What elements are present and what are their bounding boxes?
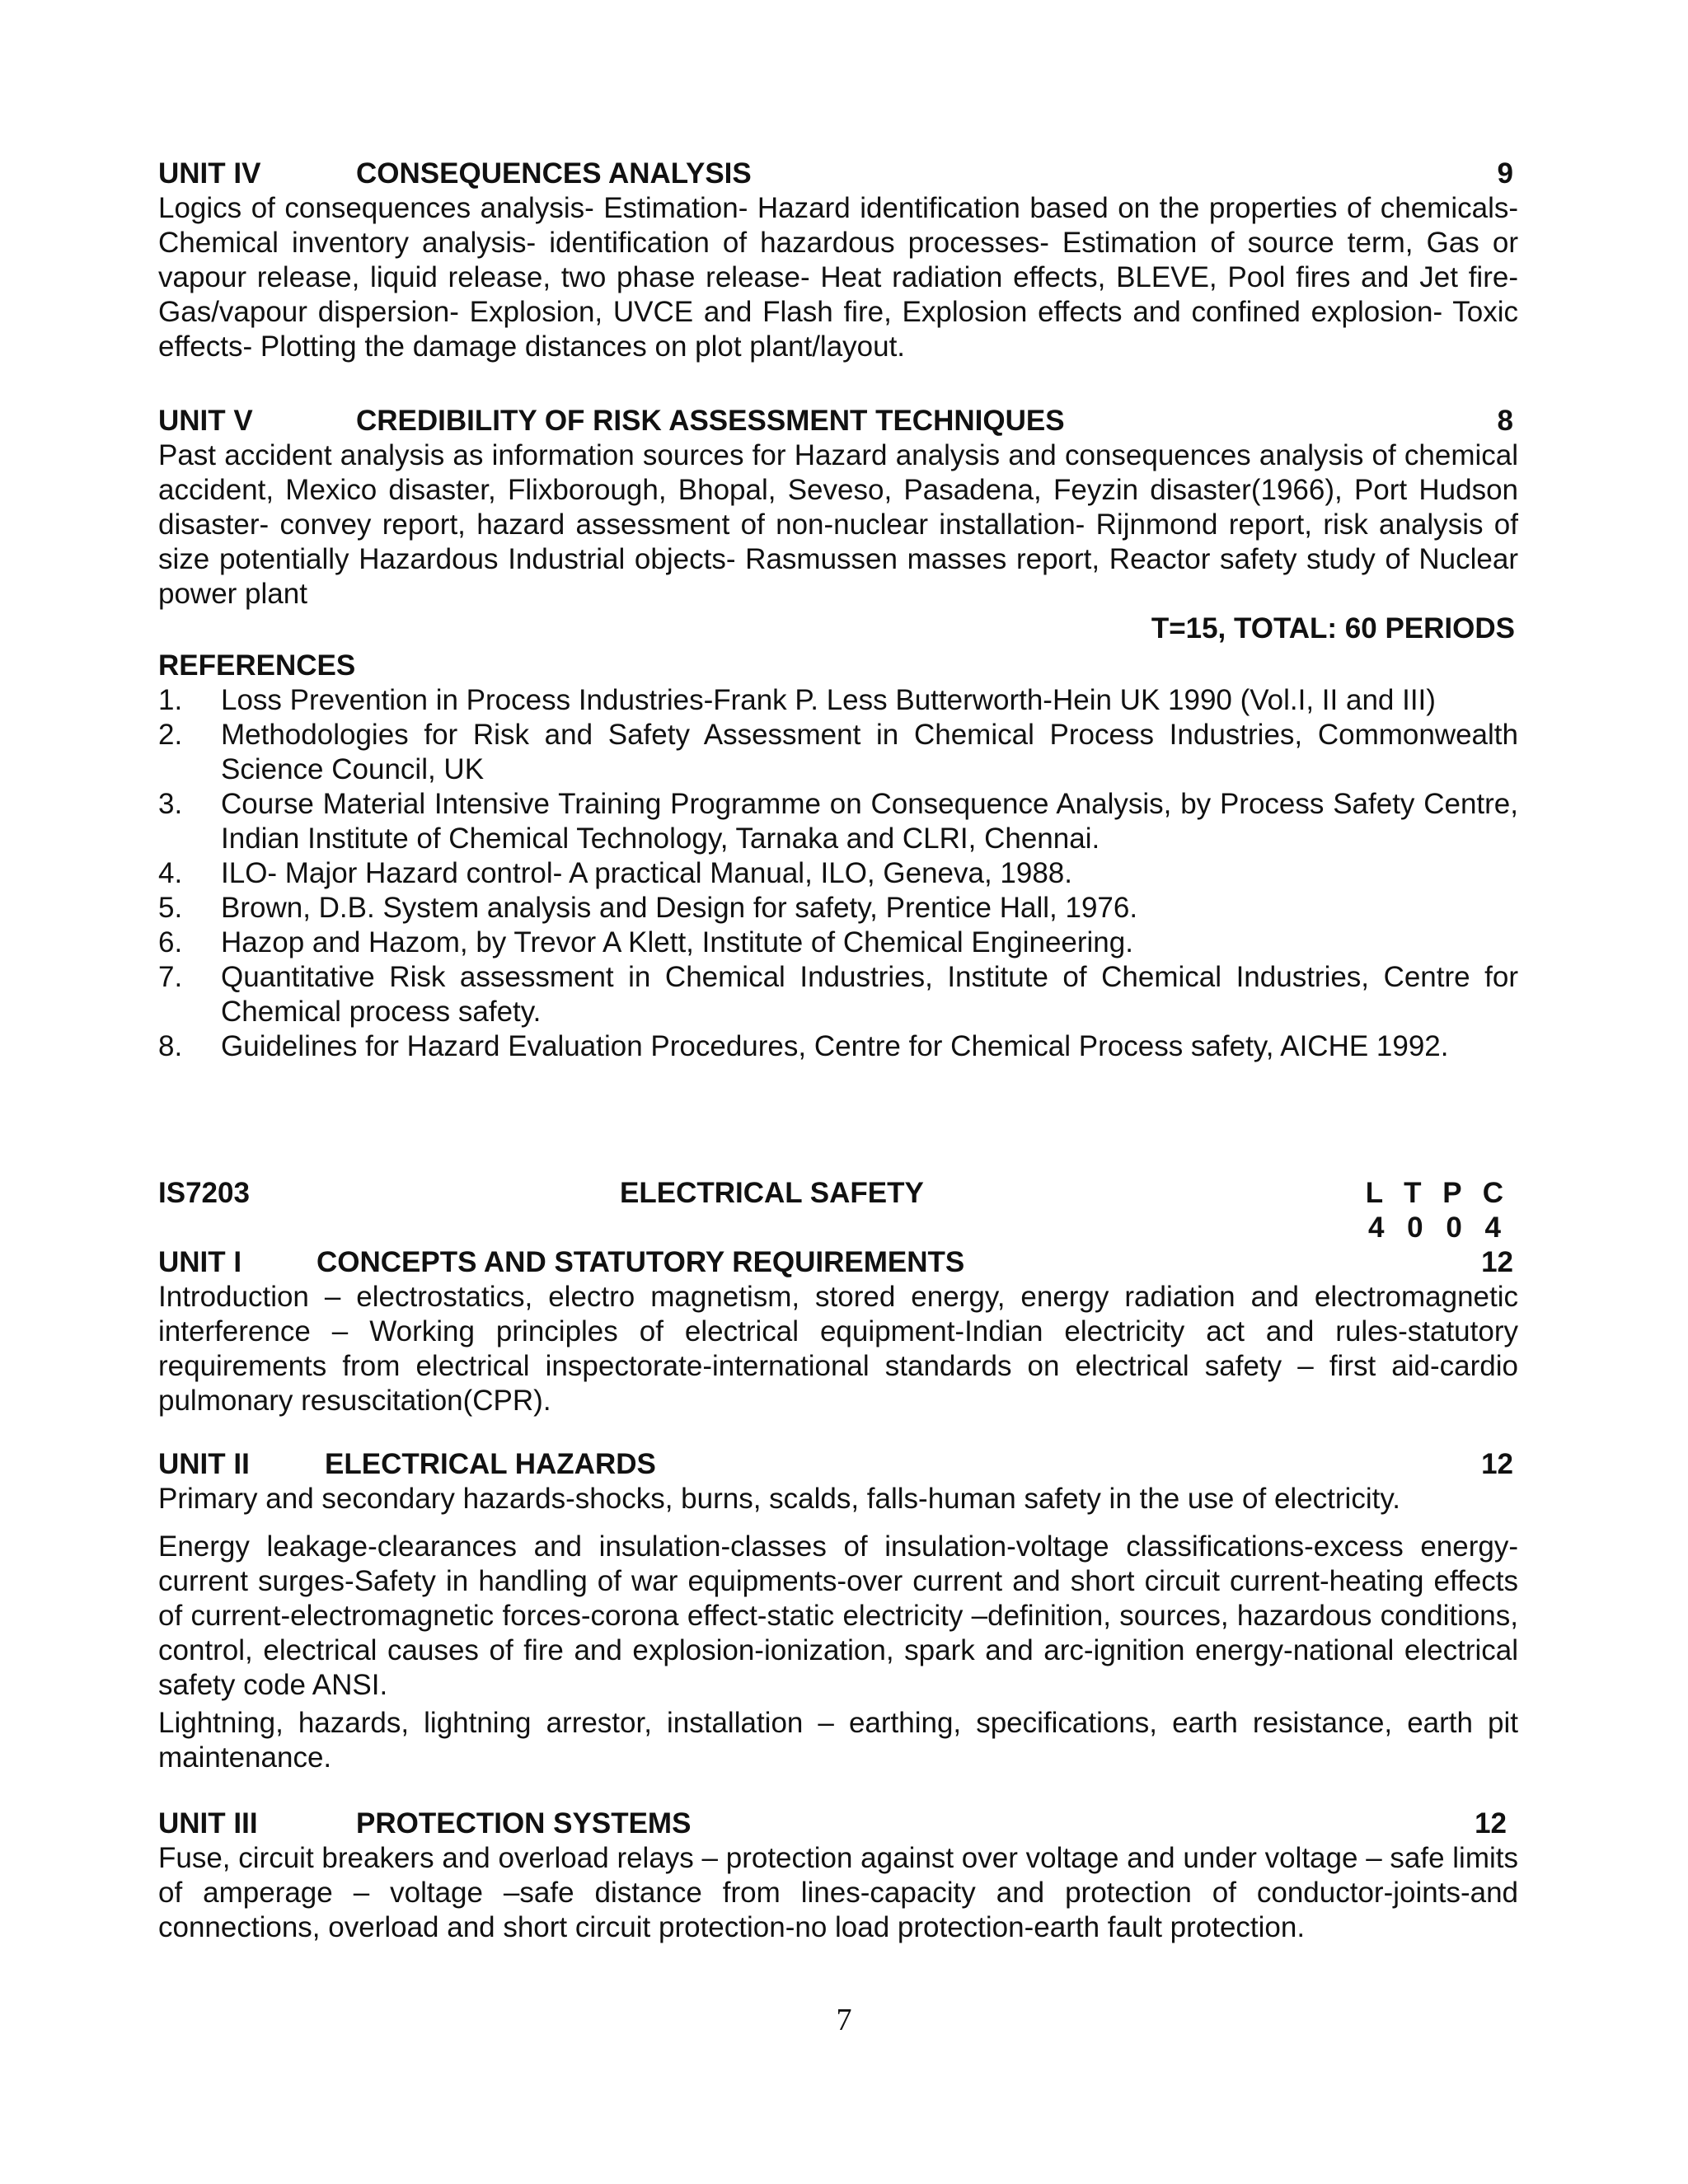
unit-i-body: Introduction – electrostatics, electro magnetism, stored energy, energy radiation and electromagnetic interference – Working principles of electrical equipment-Indian electricity act and rules-statutory requirements from electrical inspectorate-international standards on electrical safety – first aid-cardio pulmonary resuscitation(CPR). <box>158 1281 1518 1417</box>
reference-number: 6. <box>158 926 183 958</box>
reference-item <box>158 787 1518 856</box>
reference-item <box>158 718 1518 787</box>
electrical-unit-iii-section <box>158 1807 1518 1945</box>
total-periods: T=15, TOTAL: 60 PERIODS <box>1151 612 1515 644</box>
reference-text: Course Material Intensive Training Programme on Consequence Analysis, by Process Safety Centre, Indian Institute of Chemical Technology, Tarnaka and CLRI, Chennai. <box>221 788 1518 855</box>
unit-v-heading <box>158 404 1518 438</box>
unit-title: CONSEQUENCES ANALYSIS <box>356 157 752 190</box>
reference-number: 1. <box>158 684 183 716</box>
course-code: IS7203 <box>158 1177 250 1209</box>
ltpc-label: L T P C <box>1365 1177 1510 1209</box>
unit-ii-body-1: Primary and secondary hazards-shocks, burns, scalds, falls-human safety in the use of electricity. <box>158 1483 1400 1515</box>
reference-item <box>158 926 1518 960</box>
reference-item <box>158 1029 1518 1064</box>
unit-iii-heading <box>158 1807 1518 1841</box>
unit-hours: 12 <box>1475 1807 1507 1840</box>
reference-number: 3. <box>158 788 183 820</box>
unit-iii-body: Fuse, circuit breakers and overload relays – protection against over voltage and under voltage – safe limits of amperage – voltage –safe distance from lines-capacity and protection of conductor-joints-and connections, overload and short circuit protection-no load protection-earth fault protection. <box>158 1842 1518 1943</box>
reference-number: 7. <box>158 961 183 993</box>
course-title: ELECTRICAL SAFETY <box>620 1177 924 1209</box>
unit-label: UNIT II <box>158 1448 250 1480</box>
unit-iv-body: Logics of consequences analysis- Estimation- Hazard identification based on the properties of chemicals- Chemical inventory analysis- identification of hazardous processes- Estimation of source term, Gas or vapour release, liquid release, two phase release- Heat radiation effects, BLEVE, Pool fires and Jet fire- Gas/vapour dispersion- Explosion, UVCE and Flash fire, Explosion effects and confined explosion- Toxic effects- Plotting the damage distances on plot plant/layout. <box>158 192 1518 363</box>
reference-item <box>158 960 1518 1029</box>
reference-text: Methodologies for Risk and Safety Assessment in Chemical Process Industries, Commonwealth Science Council, UK <box>221 719 1518 785</box>
unit-hours: 9 <box>1497 157 1513 190</box>
course-header <box>158 1176 1518 1245</box>
unit-title: PROTECTION SYSTEMS <box>356 1807 692 1840</box>
unit-ii-body-2: Energy leakage-clearances and insulation-classes of insulation-voltage classifications-excess energy-current surges-Safety in handling of war equipments-over current and short circuit current-heating effects of current-electromagnetic forces-corona effect-static electricity –definition, sources, hazardous conditions, control, electrical causes of fire and explosion-ionization, spark and arc-ignition energy-national electrical safety code ANSI. <box>158 1530 1518 1701</box>
ltpc-values: 4 0 0 4 <box>1367 1212 1508 1244</box>
unit-hours: 12 <box>1481 1246 1513 1278</box>
reference-text: Loss Prevention in Process Industries-Frank P. Less Butterworth-Hein UK 1990 (Vol.I, II and III) <box>221 684 1436 716</box>
references-section <box>158 649 1518 1064</box>
reference-text: Brown, D.B. System analysis and Design for safety, Prentice Hall, 1976. <box>221 892 1138 924</box>
reference-number: 5. <box>158 892 183 924</box>
unit-v-body: Past accident analysis as information sources for Hazard analysis and consequences analysis of chemical accident, Mexico disaster, Flixborough, Bhopal, Seveso, Pasadena, Feyzin disaster(1966), Port Hudson disaster- convey report, hazard assessment of non-nuclear installation- Rijnmond report, risk analysis of size potentially Hazardous Industrial objects- Rasmussen masses report, Reactor safety study of Nuclear power plant <box>158 439 1518 610</box>
reference-text: Guidelines for Hazard Evaluation Procedures, Centre for Chemical Process safety, AICHE 1992. <box>221 1030 1449 1062</box>
ltpc-values-row <box>158 1211 1518 1245</box>
unit-iv-section <box>158 157 1518 364</box>
unit-title: CONCEPTS AND STATUTORY REQUIREMENTS <box>316 1246 965 1278</box>
reference-number: 2. <box>158 719 183 751</box>
reference-item <box>158 891 1518 926</box>
unit-ii-heading <box>158 1447 1518 1482</box>
reference-text: Hazop and Hazom, by Trevor A Klett, Institute of Chemical Engineering. <box>221 926 1133 958</box>
unit-label: UNIT IV <box>158 157 261 190</box>
unit-iv-heading <box>158 157 1518 191</box>
unit-label: UNIT V <box>158 405 253 437</box>
electrical-unit-i-section <box>158 1245 1518 1418</box>
electrical-unit-ii-section <box>158 1447 1518 1775</box>
page-number: 7 <box>836 2003 852 2037</box>
reference-number: 4. <box>158 857 183 889</box>
unit-title: CREDIBILITY OF RISK ASSESSMENT TECHNIQUES <box>356 405 1065 437</box>
reference-text: Quantitative Risk assessment in Chemical Industries, Institute of Chemical Industries, Centre for Chemical process safety. <box>221 961 1518 1028</box>
reference-item <box>158 683 1518 718</box>
references-title: REFERENCES <box>158 649 356 682</box>
unit-hours: 12 <box>1481 1448 1513 1480</box>
unit-label: UNIT I <box>158 1246 242 1278</box>
unit-ii-body-3: Lightning, hazards, lightning arrestor, installation – earthing, specifications, earth resistance, earth pit maintenance. <box>158 1707 1518 1774</box>
unit-hours: 8 <box>1497 405 1513 437</box>
reference-number: 8. <box>158 1030 183 1062</box>
course-row <box>158 1176 1518 1211</box>
unit-i-heading <box>158 1245 1518 1280</box>
unit-label: UNIT III <box>158 1807 258 1840</box>
unit-title: ELECTRICAL HAZARDS <box>325 1448 656 1480</box>
unit-v-section <box>158 404 1518 646</box>
reference-item <box>158 856 1518 891</box>
reference-text: ILO- Major Hazard control- A practical Manual, ILO, Geneva, 1988. <box>221 857 1072 889</box>
